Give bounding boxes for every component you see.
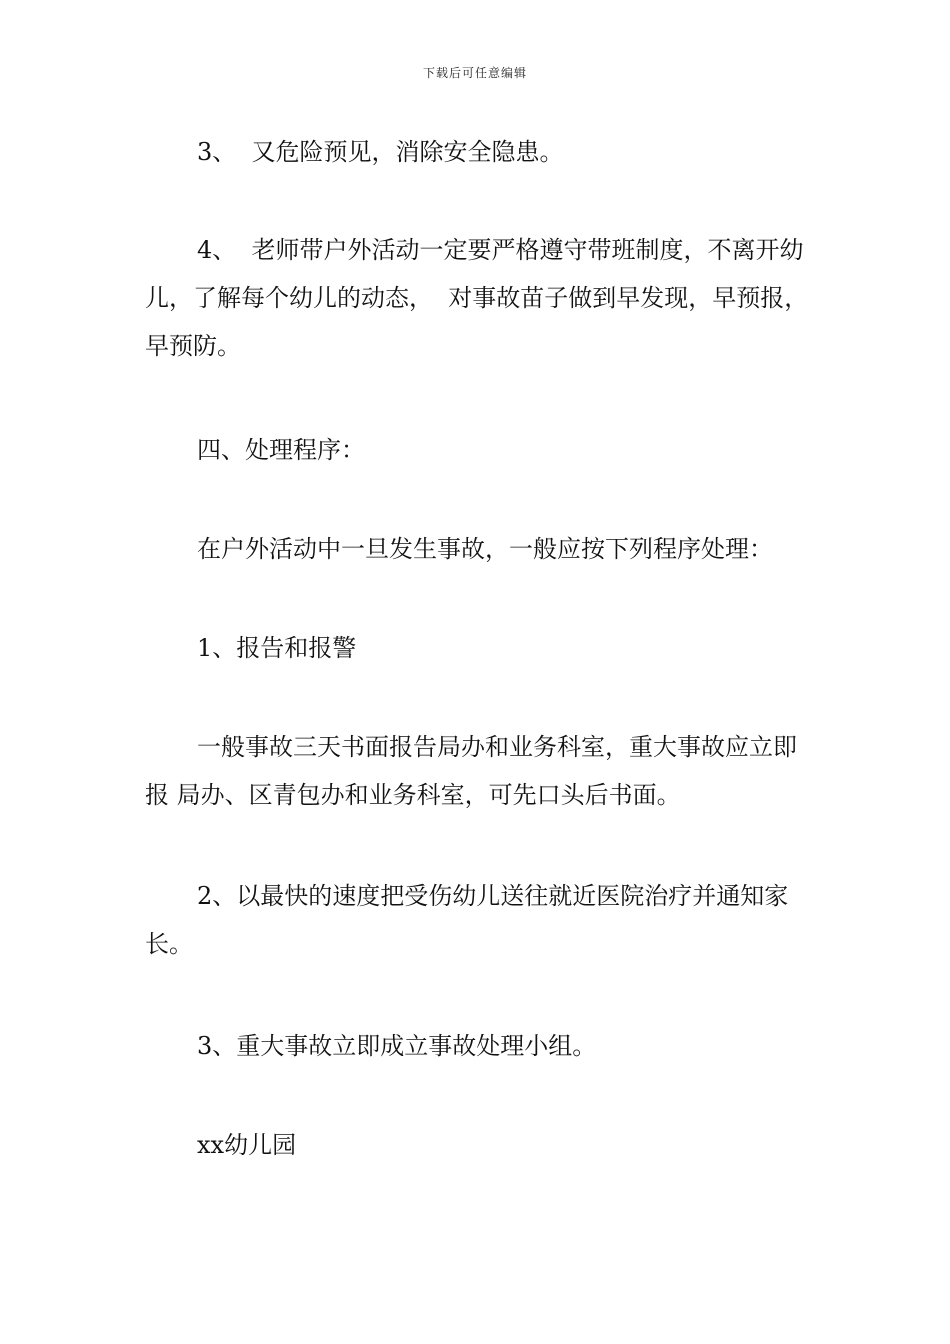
paragraph-item-3: 3、 又危险预见，消除安全隐患。	[197, 138, 564, 166]
paragraph-step-1-detail: 一般事故三天书面报告局办和业务科室，重大事故应立即报 局办、区青包办和业务科室，可先口头后书面。	[145, 733, 797, 809]
paragraph-item-4: 4、 老师带户外活动一定要严格遵守带班制度，不离开幼儿，了解每个幼儿的动态， 对事故苗子做到早发现，早预报，早预防。	[145, 236, 809, 360]
signature-kindergarten: xx幼儿园	[197, 1131, 297, 1159]
paragraph-step-2: 2、以最快的速度把受伤幼儿送往就近医院治疗并通知家长。	[145, 882, 789, 958]
paragraph-step-1-title: 1、报告和报警	[197, 634, 357, 662]
page-header-note: 下载后可任意编辑	[422, 66, 527, 80]
paragraph-step-3: 3、重大事故立即成立事故处理小组。	[197, 1032, 597, 1060]
paragraph-procedure-intro: 在户外活动中一旦发生事故，一般应按下列程序处理：	[197, 535, 773, 563]
section-heading-procedure: 四、处理程序：	[197, 436, 365, 464]
